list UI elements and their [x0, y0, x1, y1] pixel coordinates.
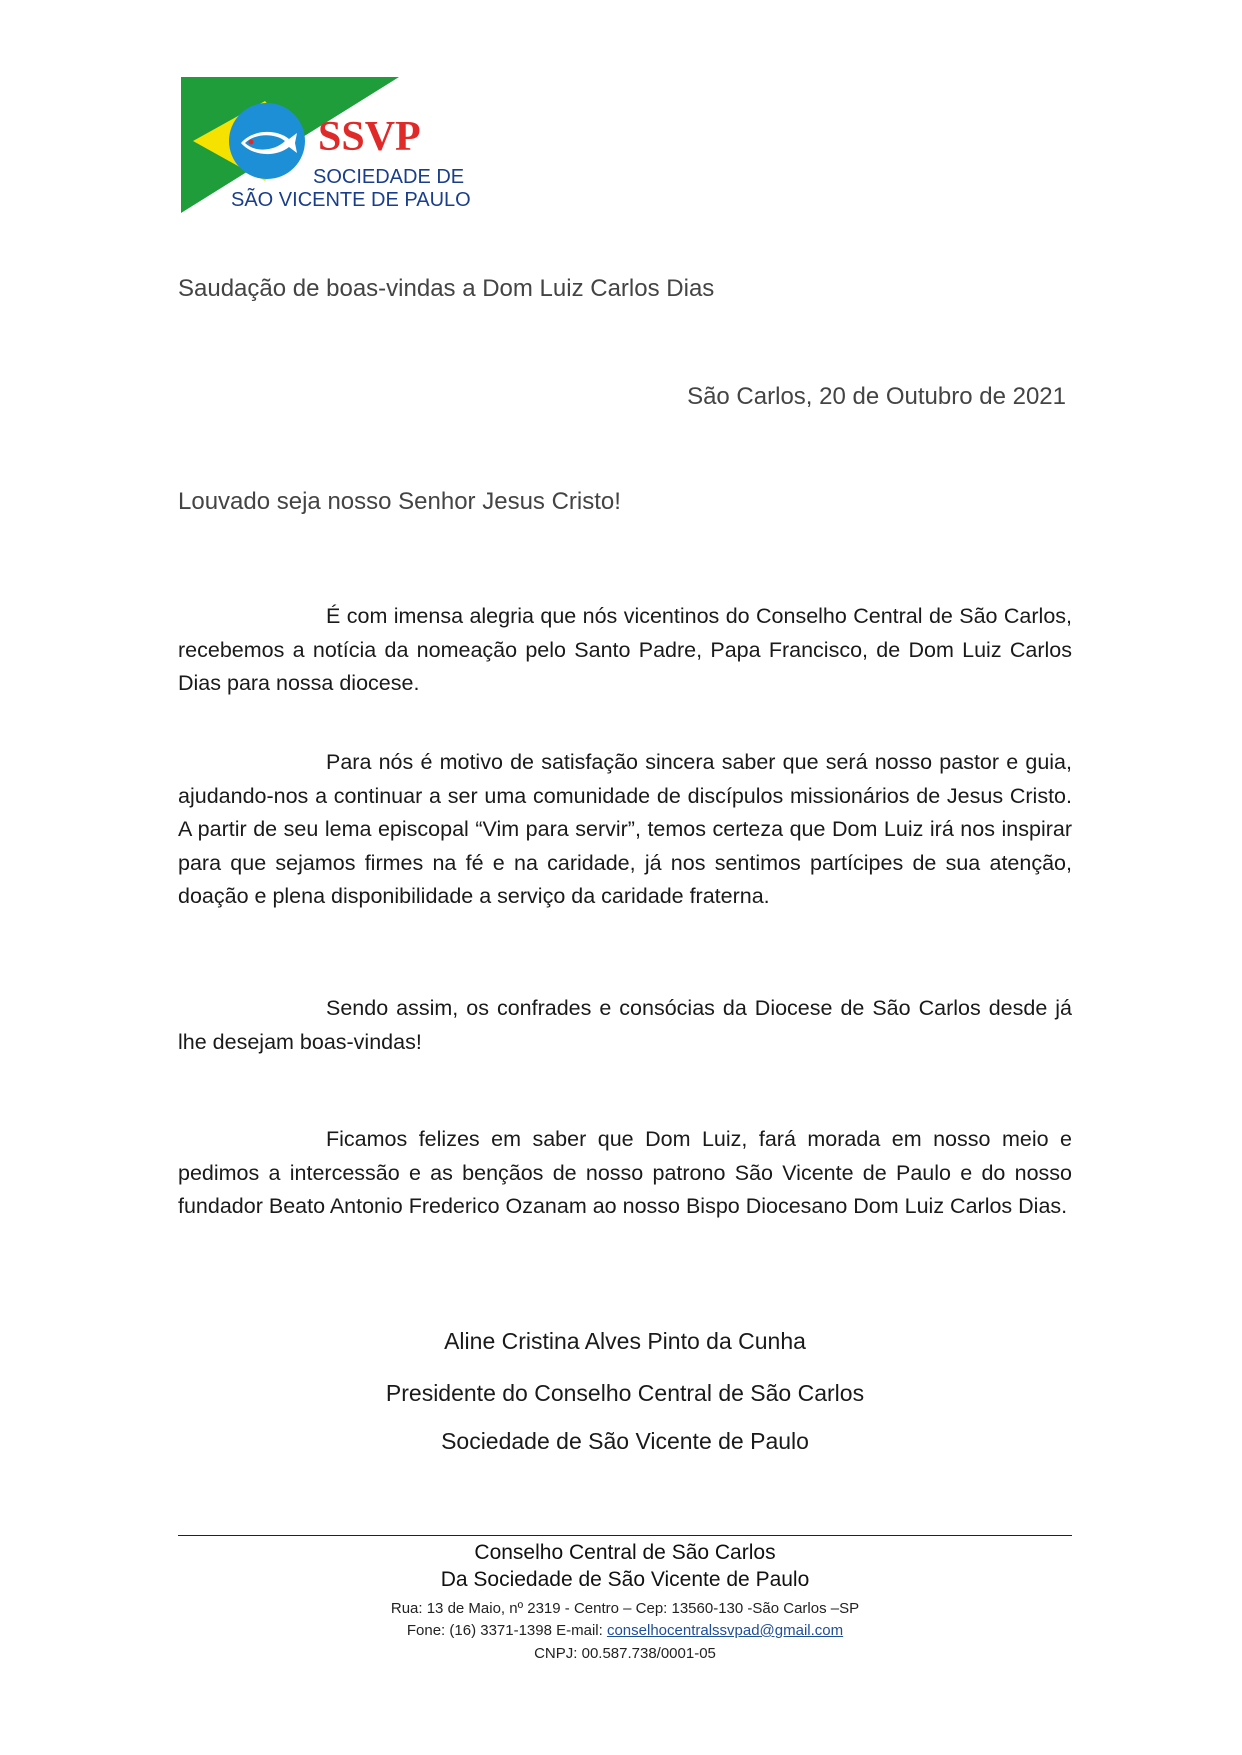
footer-email-link[interactable]: conselhocentralssvpad@gmail.com	[606, 1622, 844, 1639]
footer-divider	[178, 1535, 1072, 1536]
signature-name: Aline Cristina Alves Pinto da Cunha	[444, 1328, 806, 1354]
body-paragraph-4: Ficamos felizes em saber que Dom Luiz, fará morada em nosso meio e pedimos a intercessão e as bençãos de nosso patrono São Vicente de Paulo e do nosso fundador Beato Antonio Frederico Ozanam ao nosso Bispo Diocesano Dom Luiz Carlos Dias.	[178, 1127, 1072, 1218]
footer-address: Rua: 13 de Maio, nº 2319 - Centro – Cep: 13560-130 -São Carlos –SP	[390, 1600, 860, 1617]
letter-date: São Carlos, 20 de Outubro de 2021	[687, 383, 1066, 410]
letter-subject: Saudação de boas-vindas a Dom Luiz Carlos Dias	[178, 275, 715, 302]
footer-contact	[178, 1622, 1072, 1639]
body-paragraph-1: É com imensa alegria que nós vicentinos do Conselho Central de São Carlos, recebemos a notícia da nomeação pelo Santo Padre, Papa Francisco, de Dom Luiz Carlos Dias para nossa diocese.	[178, 604, 1072, 695]
ssvp-logo	[181, 77, 471, 213]
body-paragraph-3: Sendo assim, os confrades e consócias da Diocese de São Carlos desde já lhe desejam boas-vindas!	[178, 996, 1072, 1054]
letter-greeting: Louvado seja nosso Senhor Jesus Cristo!	[178, 488, 621, 515]
body-paragraph-2: Para nós é motivo de satisfação sincera saber que será nosso pastor e guia, ajudando-nos a continuar a ser uma comunidade de discípulos missionários de Jesus Cristo. A partir de seu lema episcopal “Vim para servir”, temos certeza que Dom Luiz irá nos inspirar para que sejamos firmes na fé e na caridade, já nos sentimos partícipes de sua atenção, doação e plena disponibilidade a serviço da caridade fraterna.	[178, 750, 1072, 908]
logo-acronym: SSVP	[318, 114, 421, 160]
signature-org: Sociedade de São Vicente de Paulo	[441, 1428, 809, 1454]
logo-name-line2: SÃO VICENTE DE PAULO	[231, 189, 471, 211]
logo-name-line1: SOCIEDADE DE	[313, 166, 465, 188]
footer-phone: Fone: (16) 3371-1398 E-mail:	[406, 1622, 607, 1639]
footer-cnpj: CNPJ: 00.587.738/0001-05	[534, 1645, 716, 1662]
footer-org-line2: Da Sociedade de São Vicente de Paulo	[440, 1568, 810, 1591]
footer-org-line1: Conselho Central de São Carlos	[474, 1541, 776, 1564]
signature-title: Presidente do Conselho Central de São Carlos	[385, 1380, 865, 1406]
